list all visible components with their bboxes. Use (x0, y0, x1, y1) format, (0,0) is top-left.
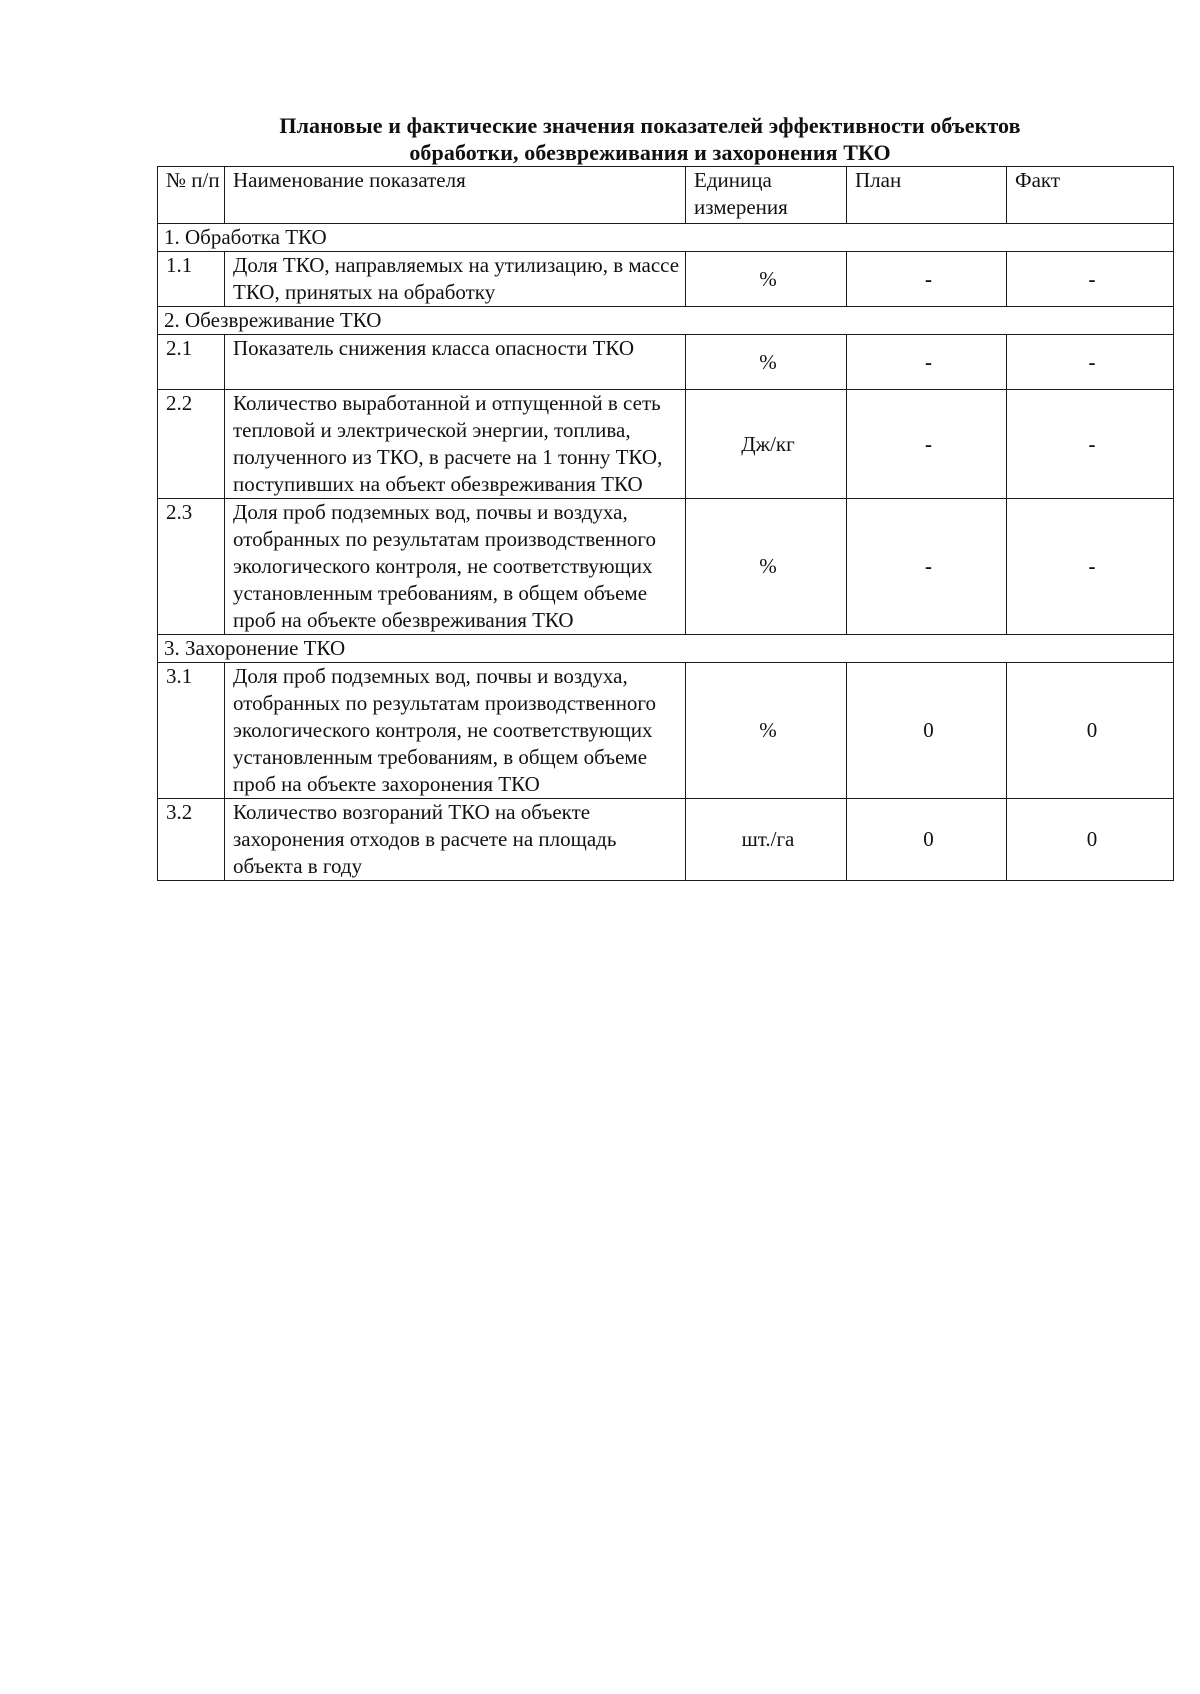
section-title-3: 3. Захоронение ТКО (158, 635, 1174, 663)
row-name: Доля ТКО, направляемых на утилизацию, в массе ТКО, принятых на обработку (225, 252, 686, 307)
title-line-1: Плановые и фактические значения показателей эффективности объектов (279, 113, 1021, 138)
row-num: 1.1 (158, 252, 225, 307)
table-row (158, 390, 1174, 499)
row-fact: - (1007, 390, 1174, 499)
header-plan: План (847, 167, 1007, 224)
row-plan: - (847, 390, 1007, 499)
row-num: 2.1 (158, 335, 225, 390)
section-row (158, 635, 1174, 663)
row-name: Количество выработанной и отпущенной в сеть тепловой и электрической энергии, топлива, полученного из ТКО, в расчете на 1 тонну ТКО, поступивших на объект обезвреживания ТКО (225, 390, 686, 499)
row-fact: 0 (1007, 799, 1174, 881)
row-plan: 0 (847, 663, 1007, 799)
row-plan: 0 (847, 799, 1007, 881)
table-row (158, 499, 1174, 635)
kpi-table (157, 166, 1174, 881)
section-title-1: 1. Обработка ТКО (158, 224, 1174, 252)
row-unit: Дж/кг (686, 390, 847, 499)
table-row (158, 799, 1174, 881)
header-name: Наименование показателя (225, 167, 686, 224)
table-row (158, 252, 1174, 307)
table-row (158, 663, 1174, 799)
table-header-row (158, 167, 1174, 224)
row-name: Количество возгораний ТКО на объекте захоронения отходов в расчете на площадь объекта в году (225, 799, 686, 881)
header-fact: Факт (1007, 167, 1174, 224)
row-unit: % (686, 252, 847, 307)
row-unit: % (686, 663, 847, 799)
row-name: Доля проб подземных вод, почвы и воздуха, отобранных по результатам производственного экологического контроля, не соответствующих установленным требованиям, в общем объеме проб на объекте обезвреживания ТКО (225, 499, 686, 635)
row-num: 3.1 (158, 663, 225, 799)
row-num: 2.3 (158, 499, 225, 635)
row-plan: - (847, 335, 1007, 390)
header-unit: Единица измерения (686, 167, 847, 224)
row-name: Доля проб подземных вод, почвы и воздуха, отобранных по результатам производственного экологического контроля, не соответствующих установленным требованиям, в общем объеме проб на объекте захоронения ТКО (225, 663, 686, 799)
row-plan: - (847, 499, 1007, 635)
row-unit: % (686, 335, 847, 390)
document-title (150, 112, 1150, 166)
row-num: 3.2 (158, 799, 225, 881)
header-num: № п/п (158, 167, 225, 224)
row-plan: - (847, 252, 1007, 307)
row-unit: % (686, 499, 847, 635)
title-line-2: обработки, обезвреживания и захоронения ТКО (409, 140, 891, 165)
section-row (158, 224, 1174, 252)
row-unit: шт./га (686, 799, 847, 881)
row-name: Показатель снижения класса опасности ТКО (225, 335, 686, 390)
row-fact: - (1007, 499, 1174, 635)
row-fact: 0 (1007, 663, 1174, 799)
row-num: 2.2 (158, 390, 225, 499)
row-fact: - (1007, 252, 1174, 307)
section-title-2: 2. Обезвреживание ТКО (158, 307, 1174, 335)
row-fact: - (1007, 335, 1174, 390)
table-row (158, 335, 1174, 390)
section-row (158, 307, 1174, 335)
